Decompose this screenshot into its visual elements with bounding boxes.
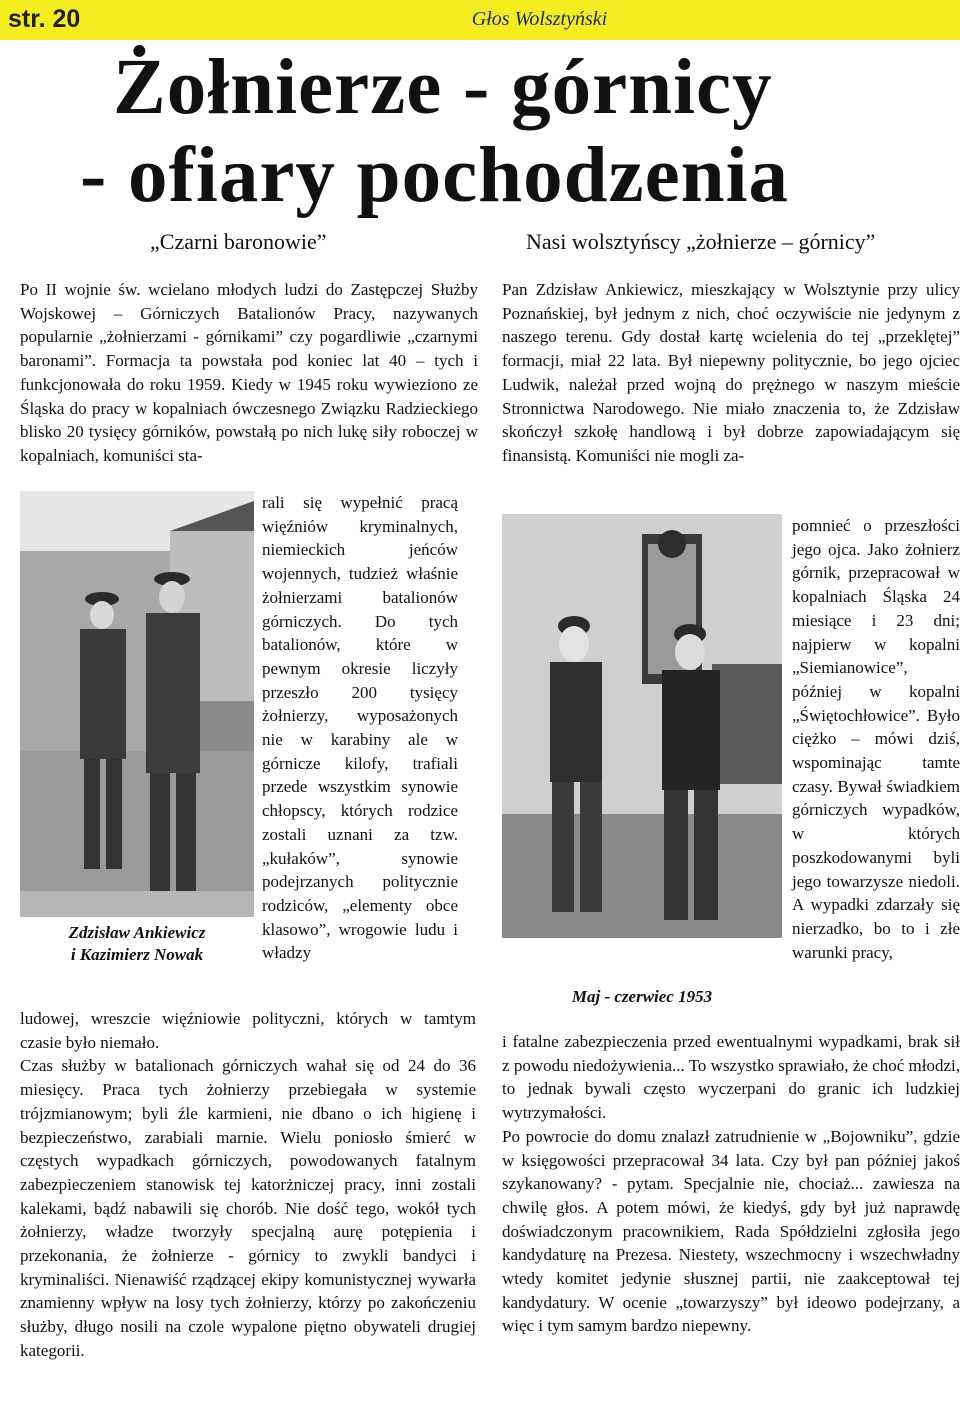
right-paragraph-4: Po powrocie do domu znalazł zatrudnienie w „Bojowniku”, gdzie w księgowości przepracował 34 lata. Czy był pan później jakoś szykanowany? - pytam. Specjalnie nie, chociaż... zawiesza na chwilę głos. A potem mówi, że kiedyś, gdy był już naprawdę doświadczonym pracownikiem, Rada Spółdzielni zgłosiła jego kandydaturę na Prezesa. Niestety, wszechmocny i wszechwładny wtedy komitet jedynie słusznej partii, nie zaakceptował tej kandydatury. W ocenie „towarzyszy” był ideowo podejrzany, a więc i tym samym bardzo niepewny. [502, 1126, 960, 1336]
left-paragraph-4: Czas służby w batalionach górniczych wahał się od 24 do 36 miesięcy. Praca tych żołnierzy przebiegała w systemie trójzmianowym; byli źle karmieni, nie dbano o ich higienę i bezpieczeństwo, zarabiali marnie. Wielu poniosło śmierć w częstych wypadkach górniczych, powodowanych fatalnym zabezpieczeniem stanowisk tej katorżniczej pracy, inni zostali kalekami, bądź nabawili się chorób. Nie dość tego, wokół tych żołnierzy, władze tworzyły specjalną aurę potępienia i przekonania, że żołnierze - górnicy to zwykli bandyci i kryminaliści. Nienawiść rządzącej ekipy komunistycznej wywarła znamienny wpływ na losy tych żołnierzy, którzy po zakończeniu służby, długo nosili na czole wypalone piętno obywateli drugiej kategorii. [20, 1056, 476, 1360]
left-paragraph-2: rali się wypełnić pracą więźniów kryminalnych, niemieckich jeńców wojennych, tudzież właśnie żołnierzami batalionów górniczych. Do tych batalionów, które w pewnym okresie liczyły przeszło 200 tysięcy żołnierzy, wyposażonych nie w karabiny ale w górnicze kilofy, trafiali przede wszystkim synowie chłopscy, których rodzice zostali uznani za tzw. „kułaków”, synowie podejrzanych politycznie rodziców, „elementy obce klasowo”, wrogowie ludu i władzy [262, 493, 458, 963]
soldiers-photo-caption [20, 922, 254, 966]
caption-line-2: i Kazimierz Nowak [70, 945, 204, 964]
right-article-intro [502, 278, 960, 468]
right-paragraph-3: i fatalne zabezpieczenia przed ewentualnymi wypadkami, brak sił z powodu niedożywienia... To wszystko sprawiało, że choć młodzi, to jednak bywali często wyczerpani do granic ich ludzkiej wytrzymałości. [502, 1032, 960, 1123]
right-article-wrap-text [792, 514, 960, 964]
left-article-intro [20, 278, 478, 468]
left-subhead: „Czarni baronowie” [150, 229, 327, 254]
headline-line-2: - ofiary pochodzenia [80, 132, 790, 219]
right-subhead: Nasi wolsztyńscy „żołnierze – górnicy” [526, 229, 876, 254]
miners-photo [502, 514, 782, 938]
headline [0, 44, 960, 220]
miners-photo-image [502, 514, 782, 938]
page-number: str. 20 [8, 5, 81, 33]
headline-line-1: Żołnierze - górnicy [113, 44, 773, 131]
right-paragraph-2: pomnieć o przeszłości jego ojca. Jako żołnierz górnik, przepracował w kopalniach Śląska 24 miesiące i 23 dni; najpierw w kopalni „Siemianowice”, później w kopalni „Świętochłowice”. Było ciężko – mówi dziś, wspominając tamte czasy. Bywał świadkiem górniczych wypadków, w których poszkodowanymi byli jego towarzysze niedoli. A wypadki zdarzały się nierzadko, bo to i złe warunki pracy, [792, 516, 960, 962]
left-article-continuation [20, 1007, 476, 1363]
left-paragraph-1: Po II wojnie św. wcielano młodych ludzi do Zastępczej Służby Wojskowej – Górniczych Batalionów Pracy, nazywanych popularnie „żołnierzami - górnikami” czy pogardliwie „czarnymi baronami”. Formacja ta powstała pod koniec lat 40 – tych i funkcjonowała do roku 1959. Kiedy w 1945 roku wywieziono ze Śląska do pracy w kopalniach ówczesnego Związku Radzieckiego blisko 20 tysięcy górników, powstałą po nich lukę siły roboczej w kopalniach, komuniści sta- [20, 280, 478, 465]
publication-name: Głos Wolsztyński [471, 8, 608, 30]
left-paragraph-3: ludowej, wreszcie więźniowie polityczni, których w tamtym czasie było niemało. [20, 1009, 476, 1052]
soldiers-photo [20, 491, 254, 917]
caption-line-1: Zdzisław Ankiewicz [68, 923, 206, 942]
soldiers-photo-image [20, 491, 254, 917]
right-article-continuation [502, 1030, 960, 1338]
miners-photo-caption: Maj - czerwiec 1953 [571, 987, 713, 1006]
left-article-wrap-text [262, 491, 458, 965]
right-paragraph-1: Pan Zdzisław Ankiewicz, mieszkający w Wolsztynie przy ulicy Poznańskiej, był jednym z nich, choć oczywiście nie jedynym z naszego terenu. Gdy dostał kartę wcielenia do tej „przeklętej” formacji, miał 22 lata. Był niepewny politycznie, bo jego ojciec Ludwik, należał przed wojną do prężnego w naszym mieście Stronnictwa Narodowego. Nie miało znaczenia to, że Zdzisław skończył szkołę handlową i był dobrze zapowiadającym się finansistą. Komuniści nie mogli za- [502, 280, 960, 465]
